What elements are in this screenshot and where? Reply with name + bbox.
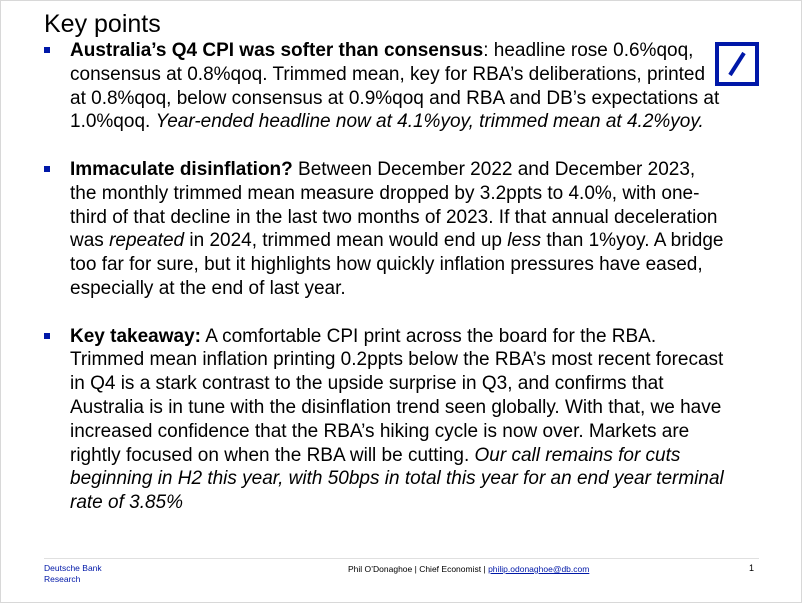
- bullet-square-icon: [44, 333, 50, 339]
- bullet-heading: Key takeaway:: [70, 325, 201, 347]
- key-points-list: [44, 39, 724, 515]
- footer-author: [348, 564, 589, 574]
- bullet-body: : headline rose 0.6%qoq, consensus at 0.8%qoq. Trimmed mean, key for RBA’s deliberations, printed at 0.8%qoq, below consensus at 0.9%qoq and RBA and DB’s expectations at 1.0%qoq.: [70, 40, 720, 133]
- bullet-emphasis: repeated: [109, 230, 185, 252]
- bullet-emphasis: Year-ended headline now at 4.1%yoy, trimmed mean at 4.2%yoy.: [155, 111, 704, 133]
- bullet-heading: Immaculate disinflation?: [70, 158, 293, 180]
- bullet-body: A comfortable CPI print across the board for the RBA. Trimmed mean inflation printing 0.2ppts below the RBA’s most recent forecast in Q4 is a stark contrast to the upside surprise in Q3, and confirms that Australia is in tune with the disinflation trend seen globally. With that, we have increased confidence that the RBA’s hiking cycle is now over. Markets are rightly focused on when the RBA will be cutting.: [70, 325, 724, 466]
- slash-icon: [719, 46, 755, 82]
- bullet-square-icon: [44, 47, 50, 53]
- page-number: 1: [749, 563, 755, 573]
- bullet-text: [70, 159, 723, 299]
- list-item: [44, 158, 724, 301]
- brand-subtitle: Research: [44, 574, 81, 584]
- page-title: Key points: [44, 10, 161, 38]
- brand-name: Deutsche Bank: [44, 563, 102, 573]
- bullet-body: than 1%yoy. A bridge too far for sure, but it highlights how quickly inflation pressures have eased, especially at the end of last year.: [70, 230, 724, 299]
- bullet-body: Between December 2022 and December 2023, the monthly trimmed mean measure dropped by 3.2ppts to 4.0%, with one-third of that decline in the last two months of 2023. If that annual deceleration was: [70, 158, 718, 252]
- bullet-emphasis: Our call remains for cuts beginning in H2 this year, with 50bps in total this year for an end year terminal rate of 3.85%: [70, 444, 724, 514]
- bullet-text: [70, 326, 724, 514]
- author-email-link[interactable]: philip.odonaghoe@db.com: [488, 564, 590, 574]
- footer-separator: |: [483, 564, 486, 574]
- footer-brand: [44, 563, 102, 585]
- bullet-square-icon: [44, 166, 50, 172]
- footer-divider: [44, 558, 759, 559]
- list-item: [44, 325, 724, 515]
- bullet-body: in 2024, trimmed mean would end up: [184, 230, 508, 252]
- bullet-emphasis: less: [507, 230, 542, 252]
- bullet-text: [70, 40, 719, 132]
- author-text: Phil O’Donaghoe | Chief Economist: [348, 564, 482, 574]
- list-item: [44, 39, 724, 134]
- bullet-heading: Australia’s Q4 CPI was softer than consensus: [70, 40, 484, 61]
